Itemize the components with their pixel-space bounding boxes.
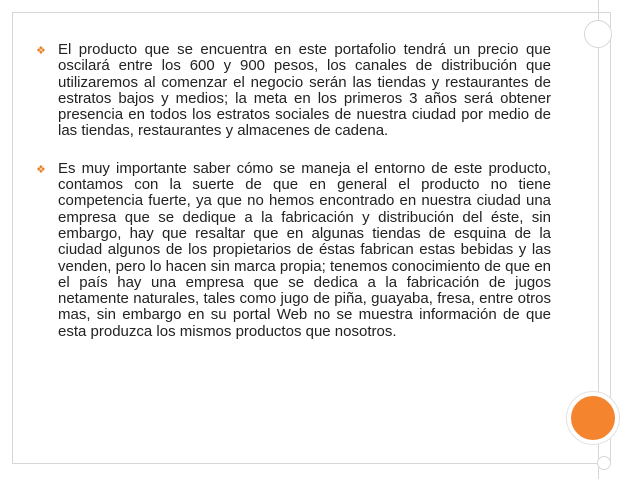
decorative-orange-circle: [567, 392, 619, 444]
bullet-item-2: [36, 161, 551, 340]
bullet-text-1: El producto que se encuentra en este portafolio tendrá un precio que oscilará entre los 600 y 900 pesos, los canales de distribución que utilizaremos al comenzar el negocio serán las tiendas y restaurantes de estratos bajos y medios; la meta en los primeros 3 años será obtener presencia en todos los estratos sociales de nuestra ciudad por medio de las tiendas, restaurantes y almacenes de cadena.: [58, 41, 551, 140]
slide-content: [36, 42, 551, 361]
bullet-diamond-icon: ❖: [36, 163, 46, 176]
decorative-circle-top: [584, 20, 612, 48]
decorative-circle-small: [597, 456, 611, 470]
bullet-diamond-icon: ❖: [36, 45, 46, 57]
bullet-text-2: Es muy importante saber cómo se maneja el entorno de este producto, contamos con la suerte de que en general el producto no tiene competencia fuerte, ya que no hemos encontrado en nuestra ciudad una empresa que se dedique a la fabricación y distribución del éste, sin embargo, hay que resaltar que en algunas tiendas de esquina de la ciudad algunos de los propietarios de éstas fabrican estas bebidas y las venden, pero lo hacen sin marca propia; tenemos conocimiento de que en el país hay una empresa que se dedica a la fabricación de jugos netamente naturales, tales como jugo de piña, guayaba, fresa, entre otros mas, sin embargo en su portal Web no se muestra información de que esta produzca los mismos productos que nosotros.: [58, 159, 551, 340]
bullet-item-1: [36, 42, 551, 140]
